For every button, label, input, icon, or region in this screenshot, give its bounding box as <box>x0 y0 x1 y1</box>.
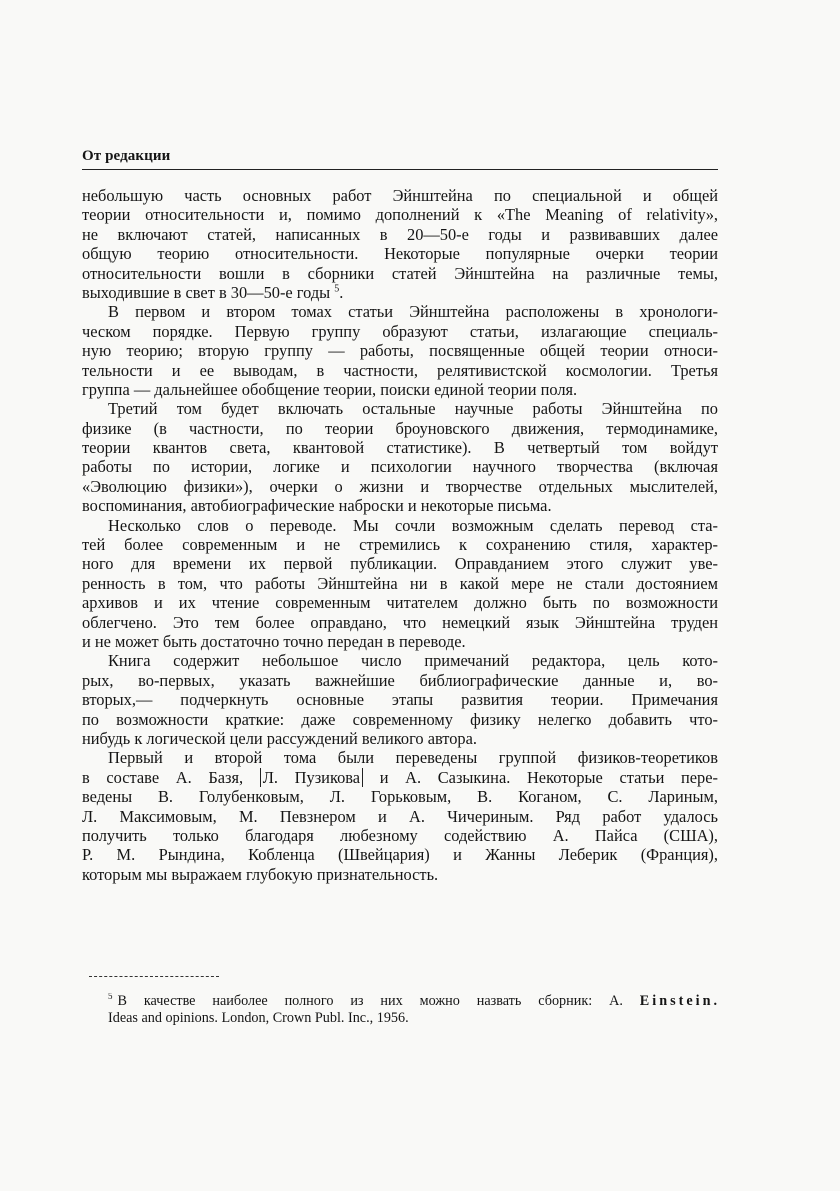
text-fragment: в составе А. Базя, <box>82 767 244 787</box>
text-line: нибудь к логической цели рассуждений великого автора. <box>82 728 478 748</box>
text-line: Первый и второй тома были переведены группой физиков-теоретиков <box>108 748 718 768</box>
author-name: Einstein. <box>639 993 720 1009</box>
text-line: общую теорию относительности. Некоторые популярные очерки теории <box>82 244 718 264</box>
text-line: по возможности краткие: даже современному физику нелегко добавить что- <box>82 709 718 729</box>
running-head: От редакции <box>82 148 171 164</box>
text-line: рых, во-первых, указать важнейшие библиографические данные и, во- <box>82 670 718 690</box>
text-line: вторых,— подчеркнуть основные этапы развития теории. Примечания <box>82 690 718 710</box>
text-line: теории относительности и, помимо дополнений к «The Meaning of relativity», <box>82 205 718 225</box>
text-line: Л. Максимовым, М. Певзнером и А. Чичериным. Ряд работ удалось <box>82 806 718 826</box>
text-fragment: выходившие в свет в 30—50-е годы <box>82 282 331 302</box>
text-line: ного для времени их первой публикации. Оправданием этого служит уве- <box>82 554 718 574</box>
text-line: Р. М. Рындина, Кобленца (Швейцария) и Жанны Леберик (Франция), <box>82 845 718 865</box>
text-fragment: и А. Сазыкина. Некоторые статьи пере- <box>379 767 718 787</box>
text-line: воспоминания, автобиографические наброски и некоторые письма. <box>82 496 552 516</box>
text-line: группа — дальнейшее обобщение теории, поиски единой теории поля. <box>82 379 578 399</box>
text-line: тей более современным и не стремились к сохранению стиля, характер- <box>82 535 718 555</box>
body-text <box>82 186 718 884</box>
text-line: ческом порядке. Первую группу образуют статьи, излагающие специаль- <box>82 321 718 341</box>
footnote-separator <box>89 976 219 977</box>
text-line: и не может быть достаточно точно передан в переводе. <box>82 631 466 651</box>
text-line: небольшую часть основных работ Эйнштейна по специальной и общей <box>82 186 718 205</box>
text-line: ную теорию; вторую группу — работы, посвященные общей теории относи- <box>82 341 718 361</box>
boxed-name: Л. Пузикова <box>262 767 361 787</box>
text-line: относительности вошли в сборники статей Эйнштейна на различные темы, <box>82 263 718 283</box>
text-line: ренность в том, что работы Эйнштейна ни в какой мере не стали достоянием <box>82 573 718 593</box>
text-line: работы по истории, логике и психологии научного творчества (включая <box>82 457 718 477</box>
footnote-mark: 5 <box>108 993 113 1002</box>
footnote <box>108 993 720 1026</box>
footnote-line: Ideas and opinions. London, Crown Publ. Inc., 1956. <box>108 1009 409 1026</box>
text-line: облегчено. Это тем более оправдано, что немецкий язык Эйнштейна труден <box>82 612 718 632</box>
text-line: теории квантов света, квантовой статистике). В четвертый том войдут <box>82 438 718 458</box>
text-line: В первом и втором томах статьи Эйнштейна расположены в хронологи- <box>108 302 718 322</box>
text-line: Несколько слов о переводе. Мы сочли возможным сделать перевод ста- <box>108 515 718 535</box>
text-line: архивов и их чтение современным читателем должно быть по возможности <box>82 593 718 613</box>
footnote-reference: 5 <box>334 283 340 295</box>
boxed-name-frame <box>260 768 363 787</box>
text-line: тельности и ее выводам, в частности, релятивистской космологии. Третья <box>82 360 718 380</box>
text-line: Третий том будет включать остальные научные работы Эйнштейна по <box>108 399 718 419</box>
text-line: выходившие в свет в 30—50-е годы $^5$. <box>82 282 344 302</box>
text-line: получить только благодаря любезному содействию А. Пайса (США), <box>82 825 718 845</box>
header-rule <box>82 169 718 170</box>
text-fragment: В качестве наиболее полного из них можно назвать сборник: A. <box>117 993 623 1009</box>
footnote-line <box>108 993 720 1010</box>
text-line: физике (в частности, по теории броуновского движения, термодинамике, <box>82 418 718 438</box>
text-line <box>82 768 718 787</box>
text-line: Книга содержит небольшое число примечаний редактора, цель кото- <box>108 651 718 671</box>
text-line: «Эволюцию физики»), очерки о жизни и творчестве отдельных мыслителей, <box>82 476 718 496</box>
text-line: не включают статей, написанных в 20—50-е годы и развивавших далее <box>82 224 718 244</box>
text-line: ведены В. Голубенковым, Л. Горьковым, В. Коганом, С. Лариным, <box>82 787 718 807</box>
text-line: которым мы выражаем глубокую признательность. <box>82 864 439 884</box>
